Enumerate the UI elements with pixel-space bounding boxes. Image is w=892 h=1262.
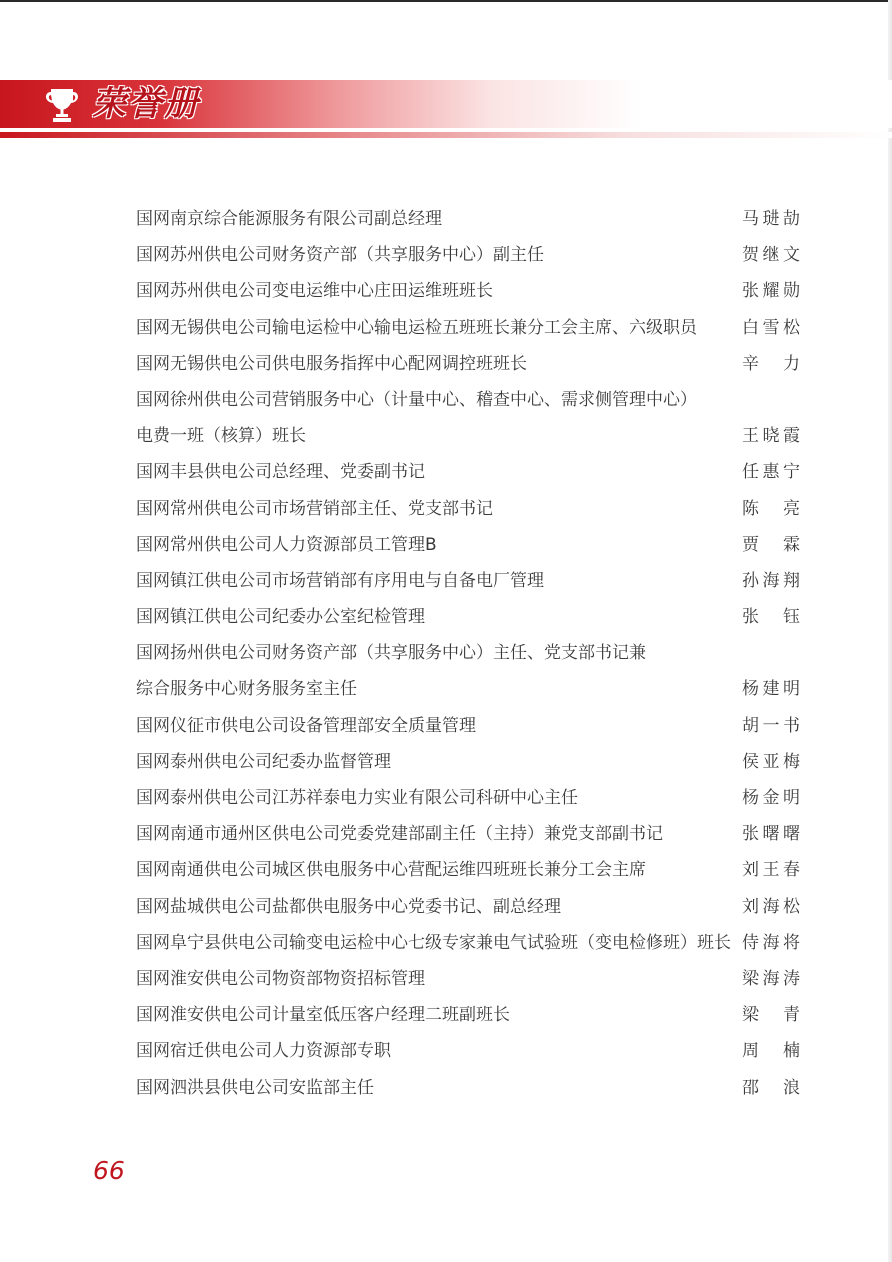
- entry-position: 国网徐州供电公司营销服务中心（计量中心、稽查中心、需求侧管理中心）: [136, 389, 697, 410]
- entry-position: 国网宿迁供电公司人力资源部专职: [136, 1041, 391, 1062]
- entry-position: 国网盐城供电公司盐都供电服务中心党委书记、副总经理: [136, 896, 561, 917]
- entry-name: 张曙曙: [742, 824, 800, 845]
- entry-position: 国网无锡供电公司输电运检中心输电运检五班班长兼分工会主席、六级职员: [136, 317, 697, 338]
- entry-position: 国网阜宁县供电公司输变电运检中心七级专家兼电气试验班（变电检修班）班长: [136, 932, 731, 953]
- entry-position: 国网苏州供电公司财务资产部（共享服务中心）副主任: [136, 245, 544, 266]
- entry-position: 国网常州供电公司市场营销部主任、党支部书记: [136, 498, 493, 519]
- entry-name: 刘王春: [742, 860, 800, 881]
- entry-position: 国网镇江供电公司市场营销部有序用电与自备电厂管理: [136, 570, 544, 591]
- list-item: [136, 852, 800, 888]
- entry-name: 侯亚梅: [742, 751, 800, 772]
- list-item: [136, 382, 800, 418]
- entry-position: 电费一班（核算）班长: [136, 426, 306, 447]
- banner-underline: [0, 132, 892, 138]
- entry-name: 任惠宁: [742, 462, 800, 483]
- page-edge: [888, 0, 892, 1262]
- entry-position: 国网泰州供电公司江苏祥泰电力实业有限公司科研中心主任: [136, 788, 578, 808]
- entry-name: 刘海松: [742, 896, 800, 917]
- entry-position: 国网扬州供电公司财务资产部（共享服务中心）主任、党支部书记兼: [136, 643, 646, 664]
- entry-position: 国网仪征市供电公司设备管理部安全质量管理: [136, 715, 476, 736]
- entry-name: 辛力: [742, 353, 800, 374]
- list-item: [136, 671, 800, 707]
- page-title: 荣誉册: [92, 84, 200, 124]
- list-item: [136, 997, 800, 1033]
- list-item: [136, 491, 800, 527]
- entry-name: 马琎劼: [742, 209, 800, 229]
- list-item: [136, 201, 800, 237]
- entry-name: 贾霖: [742, 534, 800, 555]
- list-item: [136, 708, 800, 744]
- section-banner: [0, 80, 892, 142]
- entry-name: 杨金明: [742, 788, 800, 808]
- list-item: [136, 273, 800, 309]
- list-item: [136, 527, 800, 563]
- list-item: [136, 563, 800, 599]
- entry-name: 张耀勋: [742, 281, 800, 302]
- list-item: [136, 889, 800, 925]
- list-item: [136, 925, 800, 961]
- entry-name: 张钰: [742, 607, 800, 628]
- entry-name: 杨建明: [742, 679, 800, 700]
- entry-position: 国网泰州供电公司纪委办监督管理: [136, 751, 391, 772]
- list-item: [136, 635, 800, 671]
- entry-name: 陈亮: [742, 498, 800, 519]
- list-item: [136, 310, 800, 346]
- list-item: [136, 816, 800, 852]
- list-item: [136, 780, 800, 816]
- list-item: [136, 1070, 800, 1106]
- entry-position: 国网南通市通州区供电公司党委党建部副主任（主持）兼党支部副书记: [136, 824, 663, 845]
- entry-position: 国网淮安供电公司计量室低压客户经理二班副班长: [136, 1005, 510, 1026]
- trophy-icon: [42, 86, 82, 124]
- entry-position: 国网镇江供电公司纪委办公室纪检管理: [136, 607, 425, 628]
- entry-position: 国网南京综合能源服务有限公司副总经理: [136, 209, 442, 229]
- list-item: [136, 418, 800, 454]
- entry-name: 胡一书: [742, 715, 800, 736]
- list-item: [136, 961, 800, 997]
- list-item: [136, 454, 800, 490]
- entry-name: 白雪松: [742, 317, 800, 338]
- entry-name: 贺继文: [742, 245, 800, 266]
- entry-position: 国网泗洪县供电公司安监部主任: [136, 1077, 374, 1098]
- entry-name: 孙海翔: [742, 570, 800, 591]
- top-rule: [0, 0, 892, 2]
- entry-position: 国网无锡供电公司供电服务指挥中心配网调控班班长: [136, 353, 527, 374]
- entry-position: 综合服务中心财务服务室主任: [136, 679, 357, 700]
- list-item: [136, 744, 800, 780]
- entry-name: 侍海将: [742, 932, 800, 953]
- entry-name: 邵浪: [742, 1077, 800, 1098]
- entry-position: 国网丰县供电公司总经理、党委副书记: [136, 462, 425, 483]
- entry-name: 王晓霞: [742, 426, 800, 447]
- list-item: [136, 346, 800, 382]
- list-item: [136, 237, 800, 273]
- entry-name: 周楠: [742, 1041, 800, 1062]
- entry-name: 梁青: [742, 1005, 800, 1026]
- entry-position: 国网常州供电公司人力资源部员工管理B: [136, 534, 437, 555]
- list-item: [136, 1033, 800, 1069]
- list-item: [136, 599, 800, 635]
- page-number: 66: [93, 1156, 125, 1185]
- entry-position: 国网南通供电公司城区供电服务中心营配运维四班班长兼分工会主席: [136, 860, 646, 881]
- entry-position: 国网苏州供电公司变电运维中心庄田运维班班长: [136, 281, 493, 302]
- entry-position: 国网淮安供电公司物资部物资招标管理: [136, 968, 425, 989]
- honor-list: [136, 201, 800, 1106]
- entry-name: 梁海涛: [742, 968, 800, 989]
